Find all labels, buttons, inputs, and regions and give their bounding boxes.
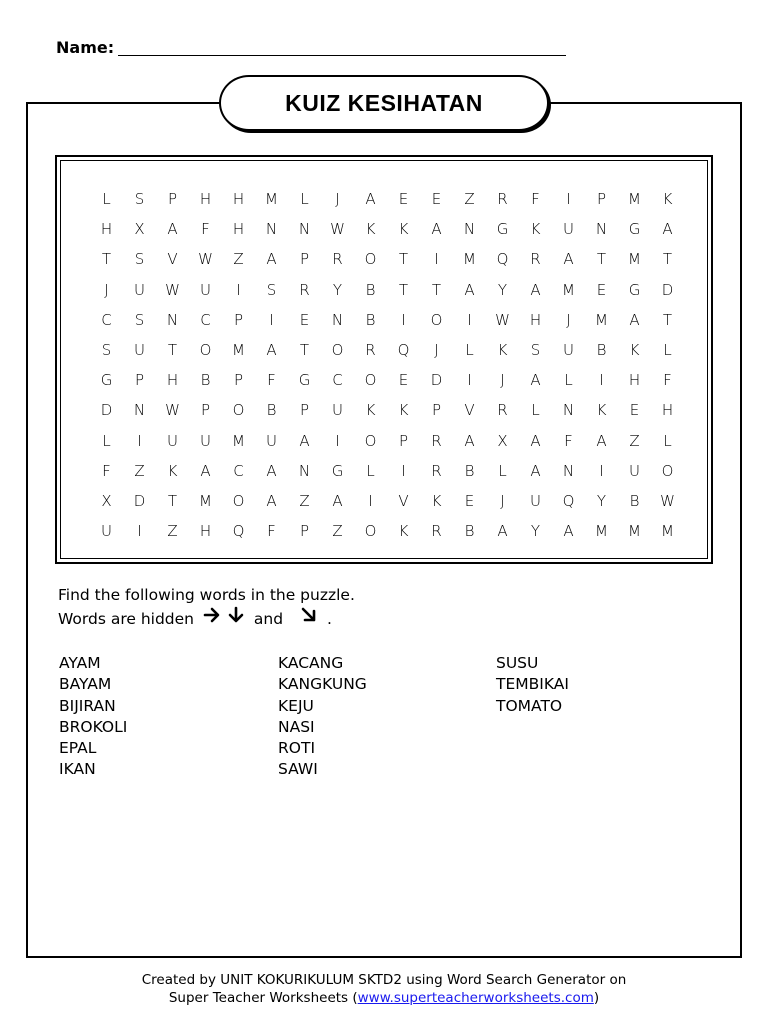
- grid-letter: U: [266, 431, 277, 450]
- grid-letter: M: [595, 310, 608, 329]
- grid-letter: I: [599, 371, 604, 390]
- grid-letter: O: [364, 250, 377, 269]
- grid-letter: N: [298, 220, 311, 239]
- grid-letter: W: [330, 220, 345, 239]
- grid-letter: U: [134, 280, 145, 299]
- grid-letter: I: [137, 431, 142, 450]
- grid-letter: L: [564, 371, 573, 390]
- grid-letter: Q: [397, 340, 410, 359]
- grid-letter: S: [134, 250, 145, 269]
- grid-letter: K: [365, 401, 376, 420]
- grid-letter: K: [365, 220, 376, 239]
- grid-letter: F: [201, 220, 210, 239]
- grid-letter: C: [101, 310, 112, 329]
- grid-letter: M: [232, 340, 245, 359]
- grid-letter: M: [628, 250, 641, 269]
- grid-letter: B: [266, 401, 277, 420]
- grid-letter: B: [596, 340, 607, 359]
- grid-letter: R: [530, 250, 541, 269]
- grid-letter: G: [100, 371, 113, 390]
- grid-letter: A: [266, 491, 277, 510]
- name-label: Name:: [56, 38, 115, 57]
- grid-letter: A: [167, 220, 178, 239]
- name-field: [56, 38, 566, 60]
- word-item: ROTI: [278, 739, 316, 758]
- grid-letter: T: [101, 250, 112, 269]
- grid-letter: I: [434, 250, 439, 269]
- grid-letter: I: [401, 310, 406, 329]
- title-banner: [219, 75, 549, 131]
- grid-letter: L: [465, 340, 474, 359]
- grid-letter: G: [331, 461, 344, 480]
- grid-letter: H: [628, 371, 641, 390]
- grid-letter: E: [464, 491, 475, 510]
- instructions-line-1: Find the following words in the puzzle.: [58, 586, 355, 604]
- grid-letter: T: [431, 280, 442, 299]
- grid-letter: I: [335, 431, 340, 450]
- footer-line-2: Super Teacher Worksheets (www.superteacherworksheets.com): [168, 990, 600, 1006]
- word-item: KANGKUNG: [278, 675, 367, 694]
- word-item: BROKOLI: [59, 717, 128, 736]
- grid-letter: D: [661, 280, 674, 299]
- grid-letter: M: [463, 250, 476, 269]
- grid-letter: K: [662, 190, 673, 208]
- grid-letter: F: [531, 190, 540, 208]
- grid-letter: U: [629, 461, 640, 480]
- grid-letter: O: [232, 491, 245, 510]
- grid-letter: D: [430, 371, 443, 390]
- grid-letter: H: [661, 401, 674, 420]
- grid-letter: Z: [167, 522, 178, 541]
- grid-letter: A: [563, 250, 574, 269]
- grid-letter: U: [167, 431, 178, 450]
- grid-letter: A: [299, 431, 310, 450]
- grid-letter: I: [368, 491, 373, 510]
- grid-letter: E: [398, 190, 409, 208]
- grid-letter: H: [199, 190, 212, 208]
- grid-letter: M: [265, 190, 278, 208]
- grid-letter: V: [464, 401, 475, 420]
- grid-letter: O: [199, 340, 212, 359]
- word-list-column-1: [59, 653, 127, 781]
- grid-letter: H: [166, 371, 179, 390]
- grid-letter: E: [629, 401, 640, 420]
- grid-letter: L: [663, 340, 672, 359]
- grid-letter: M: [232, 431, 245, 450]
- grid-letter: C: [233, 461, 244, 480]
- grid-letter: R: [332, 250, 343, 269]
- grid-letter: K: [398, 522, 409, 541]
- grid-letter: L: [498, 461, 507, 480]
- grid-letter: R: [497, 401, 508, 420]
- word-item: AYAM: [59, 654, 101, 672]
- grid-letter: P: [299, 522, 310, 541]
- grid-letter: P: [233, 310, 244, 329]
- grid-letter: A: [530, 431, 541, 450]
- grid-letter: R: [299, 280, 310, 299]
- footer: [0, 971, 768, 1007]
- grid-letter: T: [398, 250, 409, 269]
- grid-letter: O: [364, 522, 377, 541]
- diagonal-down-right-arrow-icon: [300, 606, 318, 624]
- down-arrow-icon: [227, 606, 245, 624]
- grid-letter: P: [233, 371, 244, 390]
- grid-letter: F: [267, 371, 276, 390]
- grid-letter: A: [266, 250, 277, 269]
- grid-letter: E: [596, 280, 607, 299]
- grid-letter: K: [596, 401, 607, 420]
- grid-letter: A: [530, 371, 541, 390]
- grid-letter: B: [629, 491, 640, 510]
- grid-letter: A: [629, 310, 640, 329]
- grid-letter: P: [134, 371, 145, 390]
- grid-letter: Z: [464, 190, 475, 208]
- grid-letter: Q: [496, 250, 509, 269]
- grid-letter: F: [663, 371, 672, 390]
- instructions-line-2: Words are hidden and .: [58, 606, 355, 630]
- grid-letter: C: [200, 310, 211, 329]
- word-item: BIJIRAN: [59, 696, 116, 715]
- grid-letter: L: [531, 401, 540, 420]
- grid-letter: R: [365, 340, 376, 359]
- grid-letter: I: [137, 522, 142, 541]
- grid-letter: N: [562, 401, 575, 420]
- grid-letter: R: [431, 431, 442, 450]
- grid-letter: M: [199, 491, 212, 510]
- grid-letter: D: [133, 491, 146, 510]
- grid-letter: W: [660, 491, 675, 510]
- grid-letter: U: [200, 431, 211, 450]
- grid-letter: T: [662, 250, 673, 269]
- grid-letter: S: [530, 340, 541, 359]
- grid-letter: S: [266, 280, 277, 299]
- word-item: BAYAM: [59, 675, 112, 694]
- grid-letter: M: [562, 280, 575, 299]
- grid-letter: M: [628, 522, 641, 541]
- page-title: KUIZ KESIHATAN: [285, 89, 483, 116]
- grid-letter: I: [566, 190, 571, 208]
- grid-letter: I: [269, 310, 274, 329]
- grid-letter: K: [530, 220, 541, 239]
- grid-letter: Y: [497, 280, 508, 299]
- grid-letter: G: [628, 220, 641, 239]
- grid-letter: A: [266, 461, 277, 480]
- grid-letter: O: [661, 461, 674, 480]
- grid-letter: N: [298, 461, 311, 480]
- name-line: [118, 55, 566, 56]
- grid-letter: I: [236, 280, 241, 299]
- grid-letter: Z: [134, 461, 145, 480]
- grid-letter: C: [332, 371, 343, 390]
- grid-letter: J: [566, 310, 571, 329]
- grid-letter: L: [102, 431, 111, 450]
- grid-letter: K: [398, 220, 409, 239]
- grid-letter: L: [366, 461, 375, 480]
- grid-letter: T: [167, 491, 178, 510]
- grid-letter: Q: [562, 491, 575, 510]
- footer-line-1: Created by UNIT KOKURIKULUM SKTD2 using Word Search Generator on: [141, 972, 627, 988]
- grid-letter: W: [165, 280, 180, 299]
- grid-letter: K: [497, 340, 508, 359]
- grid-letter: P: [167, 190, 178, 208]
- grid-letter: O: [232, 401, 245, 420]
- word-item: KACANG: [278, 654, 344, 672]
- grid-letter: R: [431, 522, 442, 541]
- grid-letter: T: [167, 340, 178, 359]
- grid-letter: A: [530, 280, 541, 299]
- grid-letter: F: [564, 431, 573, 450]
- grid-letter: X: [497, 431, 508, 450]
- grid-letter: M: [628, 190, 641, 208]
- grid-letter: N: [331, 310, 344, 329]
- word-item: SUSU: [496, 654, 539, 672]
- grid-letter: U: [563, 340, 574, 359]
- grid-letter: H: [100, 220, 113, 239]
- grid-letter: O: [364, 431, 377, 450]
- grid-letter: I: [467, 371, 472, 390]
- grid-letter: U: [563, 220, 574, 239]
- grid-letter: E: [431, 190, 442, 208]
- grid-letter: P: [200, 401, 211, 420]
- grid-letter: B: [365, 280, 376, 299]
- grid-letter: R: [431, 461, 442, 480]
- grid-letter: G: [628, 280, 641, 299]
- grid-letter: P: [431, 401, 442, 420]
- grid-letter: O: [430, 310, 443, 329]
- grid-letter: P: [398, 431, 409, 450]
- grid-letter: A: [563, 522, 574, 541]
- instructions: [58, 584, 355, 630]
- grid-letter: G: [298, 371, 311, 390]
- word-list-column-3: [496, 653, 569, 717]
- grid-letter: L: [663, 431, 672, 450]
- grid-letter: Y: [596, 491, 607, 510]
- grid-letter: W: [495, 310, 510, 329]
- grid-letter: B: [464, 522, 475, 541]
- grid-letter: V: [167, 250, 178, 269]
- grid-letter: A: [464, 431, 475, 450]
- grid-letter: E: [398, 371, 409, 390]
- grid-letter: U: [530, 491, 541, 510]
- grid-letter: Z: [629, 431, 640, 450]
- grid-letter: M: [661, 522, 674, 541]
- grid-letter: A: [596, 431, 607, 450]
- grid-letter: U: [101, 522, 112, 541]
- grid-letter: P: [299, 401, 310, 420]
- grid-letter: Q: [232, 522, 245, 541]
- grid-letter: B: [464, 461, 475, 480]
- grid-letter: N: [265, 220, 278, 239]
- word-item: IKAN: [59, 760, 96, 779]
- grid-letter: X: [101, 491, 112, 510]
- grid-letter: A: [200, 461, 211, 480]
- grid-letter: D: [100, 401, 113, 420]
- word-list-column-2: [278, 653, 367, 781]
- grid-letter: A: [332, 491, 343, 510]
- grid-letter: H: [232, 220, 245, 239]
- grid-letter: K: [167, 461, 178, 480]
- grid-letter: A: [662, 220, 673, 239]
- grid-letter: T: [398, 280, 409, 299]
- grid-letter: O: [331, 340, 344, 359]
- grid-letter: H: [529, 310, 542, 329]
- grid-letter: A: [266, 340, 277, 359]
- grid-letter: S: [134, 190, 145, 208]
- grid-letter: A: [431, 220, 442, 239]
- grid-letter: A: [497, 522, 508, 541]
- grid-letter: V: [398, 491, 409, 510]
- grid-letter: K: [398, 401, 409, 420]
- grid-letter: W: [198, 250, 213, 269]
- word-search-grid: [90, 184, 684, 546]
- grid-letter: X: [134, 220, 145, 239]
- grid-letter: I: [401, 461, 406, 480]
- superteacher-link[interactable]: www.superteacherworksheets.com: [357, 990, 594, 1006]
- grid-letter: U: [200, 280, 211, 299]
- grid-letter: U: [332, 401, 343, 420]
- grid-letter: P: [596, 190, 607, 208]
- word-item: KEJU: [278, 696, 314, 715]
- grid-letter: Y: [332, 280, 343, 299]
- word-item: EPAL: [59, 739, 97, 758]
- grid-letter: L: [300, 190, 309, 208]
- grid-letter: J: [500, 371, 505, 390]
- grid-letter: B: [365, 310, 376, 329]
- grid-letter: N: [166, 310, 179, 329]
- word-item: TOMATO: [496, 696, 563, 715]
- grid-letter: N: [562, 461, 575, 480]
- grid-letter: S: [101, 340, 112, 359]
- grid-letter: S: [134, 310, 145, 329]
- grid-letter: N: [595, 220, 608, 239]
- grid-letter: A: [365, 190, 376, 208]
- grid-letter: R: [497, 190, 508, 208]
- grid-letter: Z: [233, 250, 244, 269]
- grid-letter: H: [199, 522, 212, 541]
- grid-letter: J: [500, 491, 505, 510]
- grid-letter: B: [200, 371, 211, 390]
- grid-letter: F: [102, 461, 111, 480]
- grid-letter: N: [133, 401, 146, 420]
- grid-letter: A: [530, 461, 541, 480]
- grid-letter: Z: [299, 491, 310, 510]
- grid-letter: J: [434, 340, 439, 359]
- grid-letter: E: [299, 310, 310, 329]
- word-item: NASI: [278, 717, 315, 736]
- grid-letter: W: [165, 401, 180, 420]
- grid-letter: J: [335, 190, 340, 208]
- grid-letter: Y: [530, 522, 541, 541]
- grid-letter: F: [267, 522, 276, 541]
- grid-letter: I: [599, 461, 604, 480]
- grid-letter: K: [431, 491, 442, 510]
- grid-letter: N: [463, 220, 476, 239]
- word-item: TEMBIKAI: [496, 675, 569, 694]
- grid-letter: T: [299, 340, 310, 359]
- grid-letter: T: [662, 310, 673, 329]
- right-arrow-icon: [203, 606, 221, 624]
- grid-letter: P: [299, 250, 310, 269]
- grid-letter: Z: [332, 522, 343, 541]
- grid-letter: I: [467, 310, 472, 329]
- grid-letter: H: [232, 190, 245, 208]
- grid-letter: T: [596, 250, 607, 269]
- word-item: SAWI: [278, 760, 318, 779]
- grid-letter: K: [629, 340, 640, 359]
- grid-letter: O: [364, 371, 377, 390]
- grid-letter: G: [496, 220, 509, 239]
- grid-letter: U: [134, 340, 145, 359]
- grid-letter: L: [102, 190, 111, 208]
- grid-letter: A: [464, 280, 475, 299]
- grid-letter: J: [104, 280, 109, 299]
- grid-letter: M: [595, 522, 608, 541]
